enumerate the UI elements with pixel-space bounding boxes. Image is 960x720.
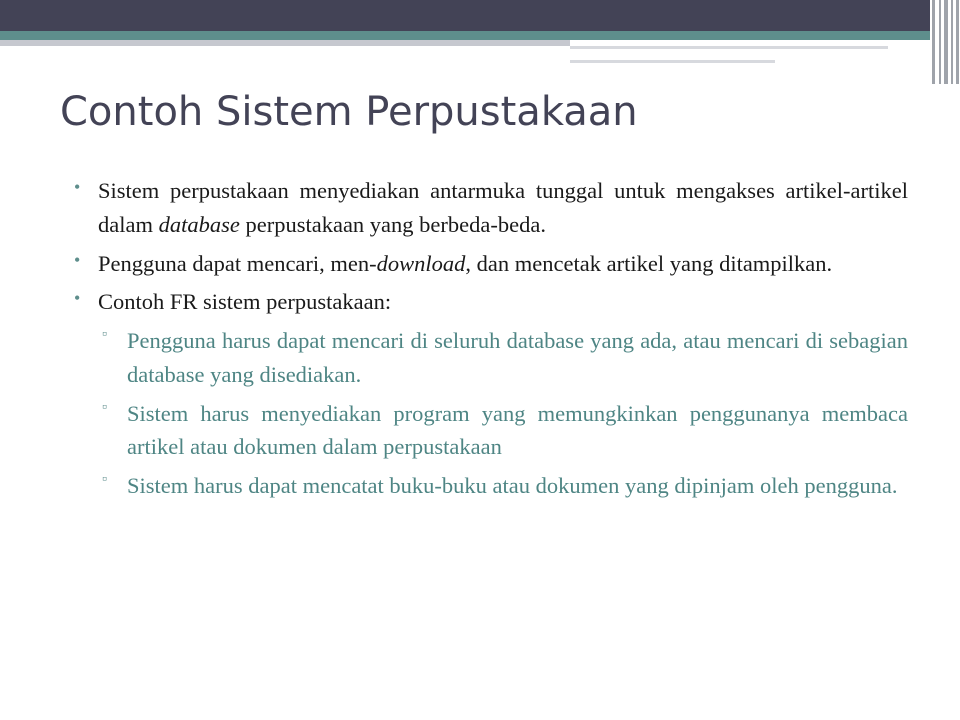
subbullet-text: Pengguna harus dapat mencari di seluruh database yang ada, atau mencari di sebagian database yang disediakan.: [127, 328, 908, 387]
bullet-text: perpustakaan yang berbeda-beda.: [239, 211, 546, 237]
subbullet-item: [72, 397, 908, 465]
bullet-item: [72, 174, 908, 242]
header-rule-long: [570, 46, 888, 49]
header-bar-gray: [0, 40, 570, 46]
bullet-icon: •: [74, 177, 81, 197]
subbullet-text: Sistem harus menyediakan program yang memungkinkan penggunanya membaca artikel atau dokumen dalam perpustakaan: [127, 400, 908, 460]
bullet-item: [72, 285, 908, 319]
bullet-text: Contoh FR sistem perpustakaan:: [98, 289, 392, 315]
bullet-item: [72, 247, 908, 281]
bullet-text: Pengguna dapat mencari, men-: [98, 250, 377, 276]
bullet-text-italic: download: [376, 250, 466, 276]
bullet-icon: •: [74, 288, 81, 309]
slide-title: Contoh Sistem Perpustakaan: [60, 89, 638, 135]
bullet-text: , dan mencetak artikel yang ditampilkan.: [465, 250, 833, 276]
subbullet-item: [72, 324, 908, 392]
corner-decoration: [930, 0, 960, 84]
header-bar-teal: [0, 31, 930, 40]
subbullet-icon: ▫: [102, 399, 107, 415]
subbullet-text: Sistem harus dapat mencatat buku-buku atau dokumen yang dipinjam oleh pengguna.: [127, 473, 898, 498]
header-rule-short: [570, 60, 775, 63]
subbullet-icon: ▫: [102, 472, 107, 487]
subbullet-item: [72, 469, 908, 503]
bullet-text-italic: database: [158, 211, 240, 237]
slide-body: [72, 174, 908, 508]
bullet-icon: •: [74, 249, 81, 270]
subbullet-icon: ▫: [102, 327, 107, 342]
header-bar-dark: [0, 0, 930, 31]
bullet-text: Sistem perpustakaan menyediakan antarmuka tunggal untuk mengakses artikel-artikel dalam: [98, 178, 908, 237]
